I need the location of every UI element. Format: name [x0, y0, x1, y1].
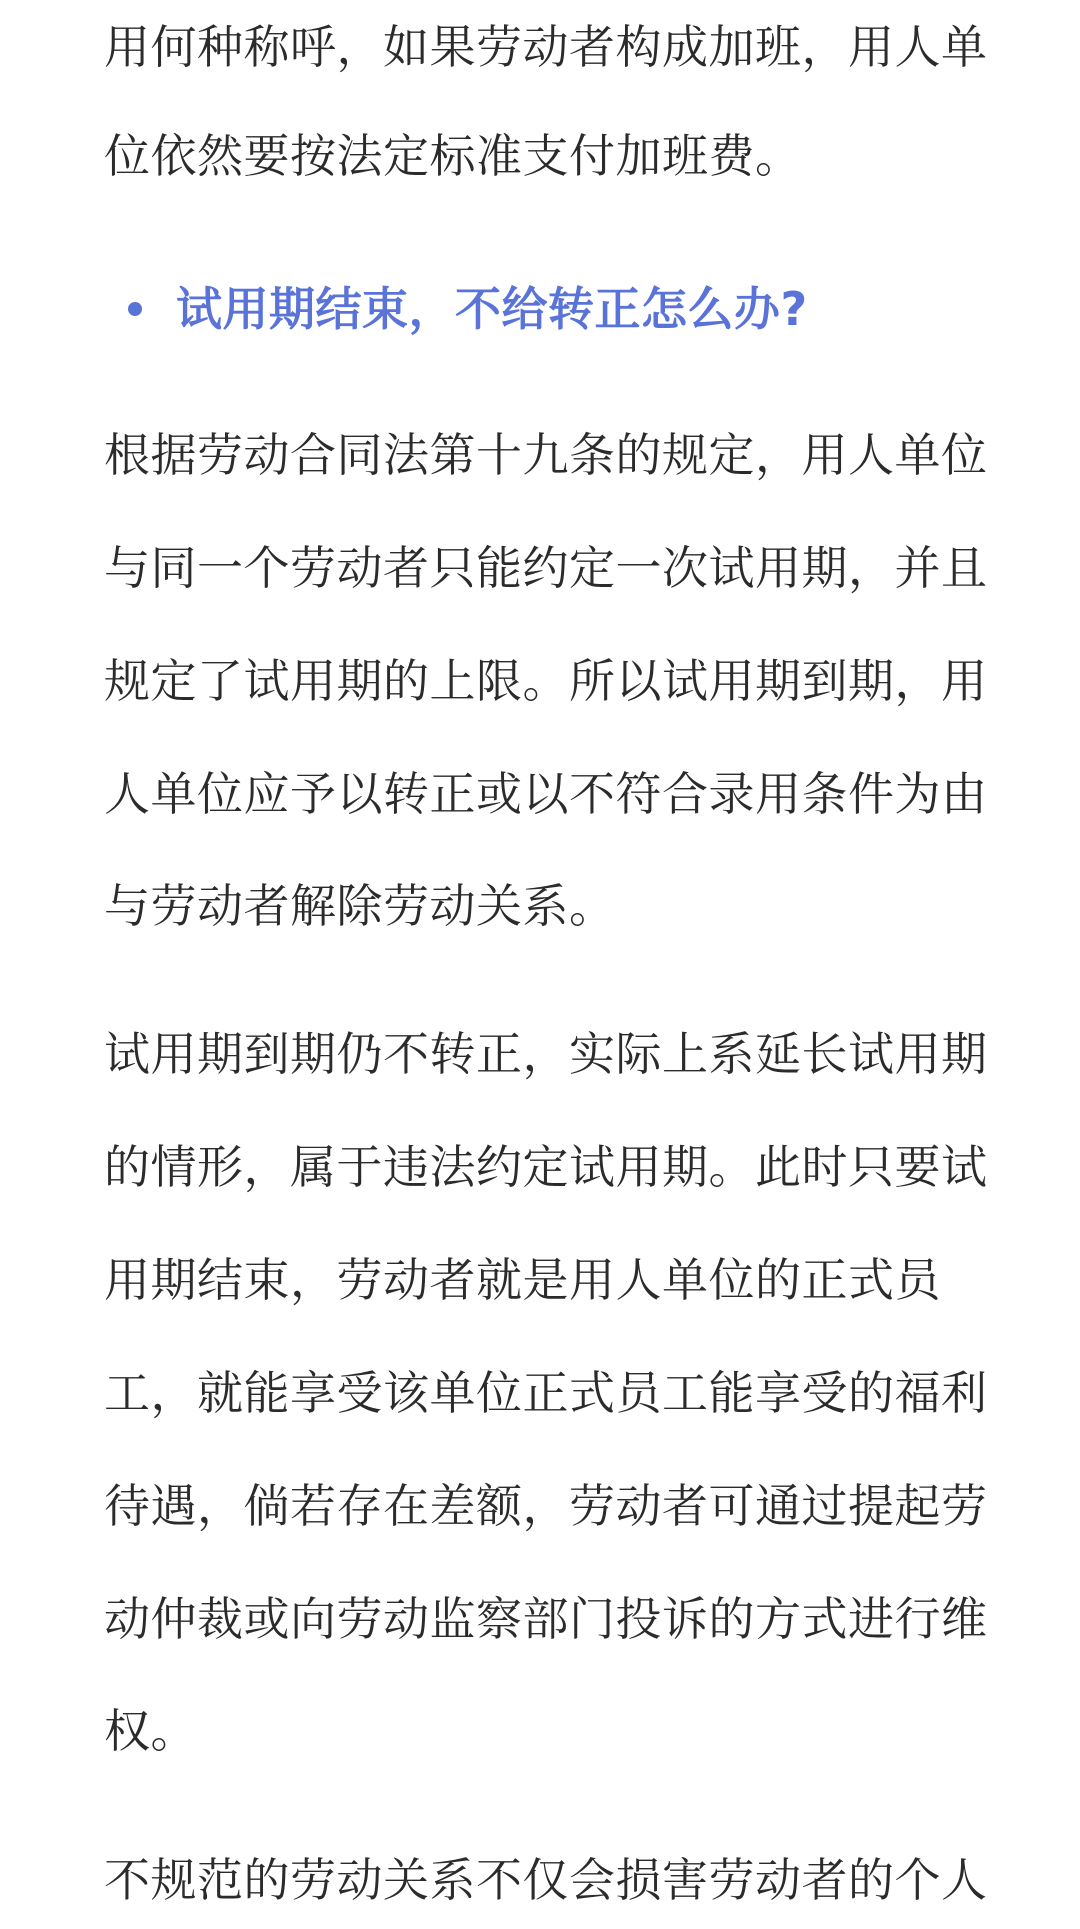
paragraph-line: 与劳动者解除劳动关系。	[104, 879, 616, 933]
paragraph-line: 用期结束，劳动者就是用人单位的正式员	[104, 1253, 941, 1307]
bullet-dot-icon	[128, 302, 142, 316]
paragraph-line: 工，就能享受该单位正式员工能享受的福利	[104, 1366, 988, 1420]
section-heading-text: 试用期结束，不给转正怎么办?	[176, 282, 808, 336]
paragraph-line: 试用期到期仍不转正，实际上系延长试用期	[104, 1027, 988, 1081]
intro-line-1: 用何种称呼，如果劳动者构成加班，用人单	[104, 20, 988, 74]
paragraph-line: 权。	[104, 1704, 197, 1758]
paragraph-line: 的情形，属于违法约定试用期。此时只要试	[104, 1140, 988, 1194]
paragraph-line: 动仲裁或向劳动监察部门投诉的方式进行维	[104, 1592, 988, 1646]
paragraph-line: 人单位应予以转正或以不符合录用条件为由	[104, 767, 988, 821]
paragraph-line: 与同一个劳动者只能约定一次试用期，并且	[104, 541, 988, 595]
section-heading	[128, 277, 808, 341]
paragraph-line: 待遇，倘若存在差额，劳动者可通过提起劳	[104, 1479, 988, 1533]
paragraph-line: 根据劳动合同法第十九条的规定，用人单位	[104, 428, 988, 482]
paragraph-line: 不规范的劳动关系不仅会损害劳动者的个人	[104, 1853, 988, 1907]
intro-line-2: 位依然要按法定标准支付加班费。	[104, 129, 802, 183]
paragraph-line: 规定了试用期的上限。所以试用期到期，用	[104, 654, 988, 708]
